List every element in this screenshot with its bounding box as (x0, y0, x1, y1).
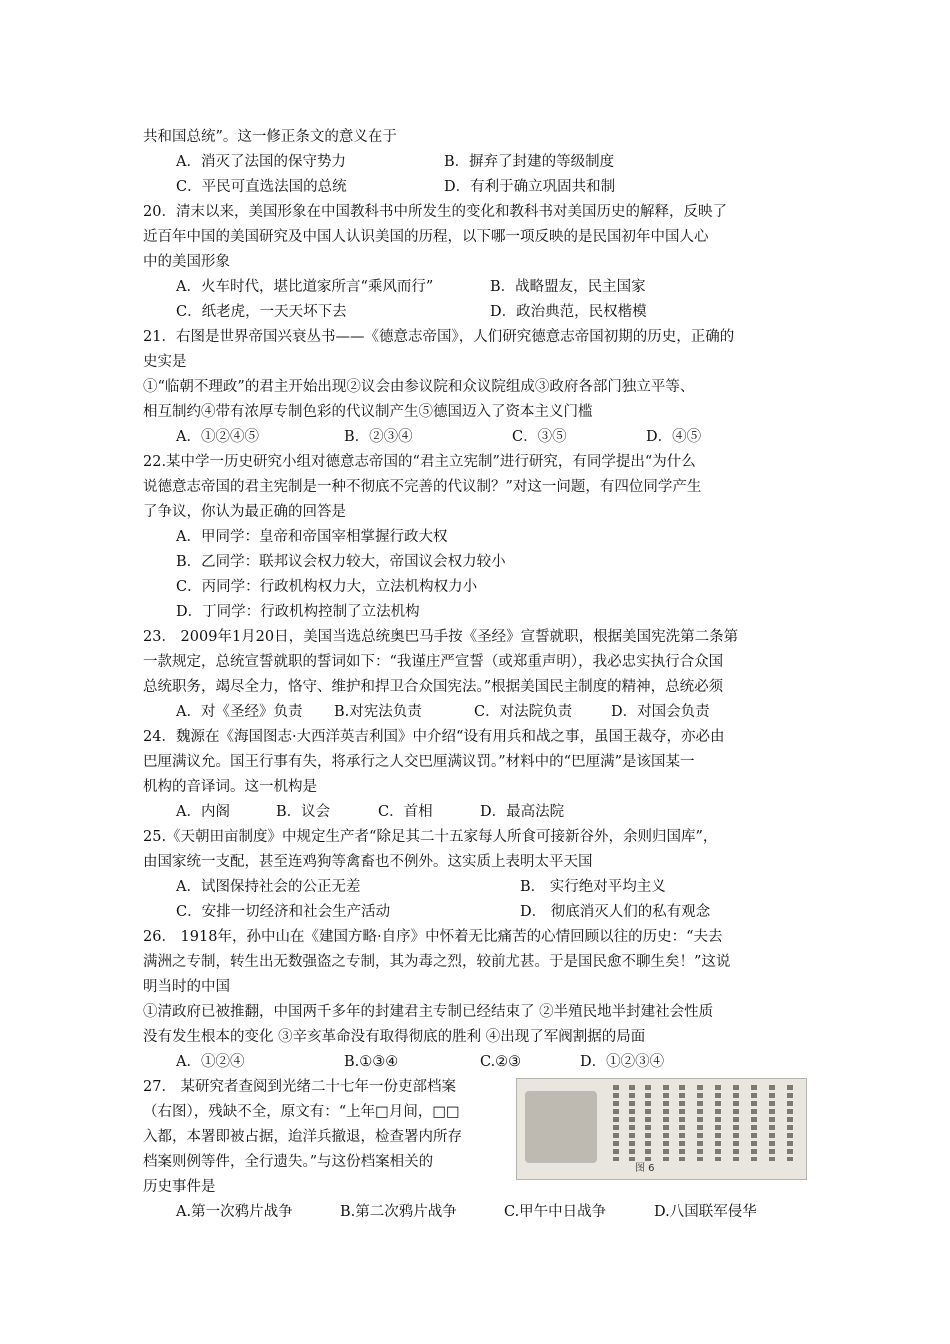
q20-option-d: D．政治典范，民权楷模 (490, 304, 647, 320)
handwriting-column (751, 1085, 757, 1161)
q21-option-c: C．③⑤ (512, 429, 567, 445)
q20-stem-line: 20．清末以来，美国形象在中国教科书中所发生的变化和教科书对美国历史的解释，反映了 (143, 204, 727, 220)
q26-stem-line: ①清政府已被推翻，中国两千多年的封建君主专制已经结束了 ②半殖民地半封建社会性质 (143, 1004, 714, 1020)
q25-stem-line: 由国家统一支配，甚至连鸡狗等禽畜也不例外。这实质上表明太平天国 (143, 854, 593, 870)
q27-option-d: D.八国联军侵华 (654, 1204, 757, 1220)
q26-option-a: A．①②④ (176, 1054, 245, 1070)
q22-stem-line: 说德意志帝国的君主宪制是一种不彻底不完善的代议制？”对这一问题，有四位同学产生 (143, 479, 702, 495)
q26-option-b: B.①③④ (344, 1054, 399, 1070)
q21-stem-line: ①“临朝不理政”的君主开始出现②议会由参议院和众议院组成③政府各部门独立平等、 (143, 379, 695, 395)
archive-document-figure (516, 1078, 807, 1180)
q23-stem-line: 一款规定，总统宣誓就职的誓词如下：“我谨庄严宣誓（或郑重声明），我必忠实执行合众国 (143, 654, 724, 670)
q19-option-c: C．平民可直选法国的总统 (176, 179, 347, 195)
q27-stem-line: 档案则例等件，全行遗失。”与这份档案相关的 (143, 1154, 434, 1170)
q27-stem-line: 27． 某研究者查阅到光绪二十七年一份吏部档案 (143, 1079, 457, 1095)
q26-stem-line: 26． 1918年，孙中山在《建国方略·自序》中怀着无比痛苦的心情回顾以往的历史：“夫去 (143, 929, 723, 945)
handwriting-column (769, 1085, 775, 1161)
handwriting-column (613, 1085, 619, 1161)
q21-option-b: B．②③④ (344, 429, 413, 445)
q24-option-a: A．内阁 (176, 804, 230, 820)
q24-stem-line: 机构的音译词。这一机构是 (143, 779, 317, 795)
handwriting-column (663, 1085, 669, 1161)
q26-stem-line: 满洲之专制，转生出无数强盗之专制，其为毒之烈，较前尤甚。于是国民愈不聊生矣！”这说 (143, 954, 731, 970)
q23-option-d: D．对国会负责 (611, 704, 710, 720)
q24-stem-line: 24．魏源在《海国图志·大西洋英吉利国》中介绍“设有用兵和战之事，虽国王裁夺，亦必由 (143, 729, 725, 745)
handwriting-column (715, 1085, 721, 1161)
q23-option-c: C．对法院负责 (474, 704, 573, 720)
q26-option-c: C.②③ (480, 1054, 522, 1070)
document-seal-area (525, 1091, 597, 1163)
q19-option-a: A．消灭了法国的保守势力 (176, 154, 346, 170)
q27-option-a: A.第一次鸦片战争 (176, 1204, 293, 1220)
handwriting-column (787, 1085, 793, 1161)
q27-stem-line: （右图），残缺不全，原文有：“上年□月间，□□ (143, 1104, 460, 1120)
q26-stem-line: 明当时的中国 (143, 979, 230, 995)
q23-stem-line: 23． 2009年1月20日，美国当选总统奥巴马手按《圣经》宣誓就职，根据美国宪洗第二条第 (143, 629, 739, 645)
q23-option-b: B.对宪法负责 (334, 704, 422, 720)
q23-option-a: A．对《圣经》负责 (176, 704, 303, 720)
q27-option-b: B.第二次鸦片战争 (340, 1204, 457, 1220)
figure-caption: 图 6 (635, 1163, 655, 1174)
q26-stem-line: 没有发生根本的变化 ③辛亥革命没有取得彻底的胜利 ④出现了军阀割据的局面 (143, 1029, 646, 1045)
q20-option-a: A．火车时代，堪比道家所言“乘风而行” (176, 279, 434, 295)
q20-stem-line: 近百年中国的美国研究及中国人认识美国的历程，以下哪一项反映的是民国初年中国人心 (143, 229, 709, 245)
q27-option-c: C.甲午中日战争 (504, 1204, 607, 1220)
q20-option-c: C．纸老虎，一天天坏下去 (176, 304, 347, 320)
q22-option-d: D．丁同学：行政机构控制了立法机构 (176, 604, 420, 620)
handwriting-column (733, 1085, 739, 1161)
q24-stem-line: 巴厘满议允。国王行事有失，将承行之人交巴厘满议罚。”材料中的“巴厘满”是该国某一 (143, 754, 695, 770)
q21-option-d: D．④⑤ (646, 429, 702, 445)
handwriting-column (697, 1085, 703, 1161)
q22-option-c: C．丙同学：行政机构权力大，立法机构权力小 (176, 579, 478, 595)
q21-stem-line: 史实是 (143, 354, 187, 370)
q20-option-b: B．战略盟友，民主国家 (490, 279, 646, 295)
q24-option-d: D．最高法院 (480, 804, 565, 820)
q24-option-c: C．首相 (378, 804, 433, 820)
handwriting-column (645, 1085, 651, 1161)
q19-stem: 共和国总统”。这一修正条文的意义在于 (143, 129, 397, 145)
q22-option-b: B．乙同学：联邦议会权力较大，帝国议会权力较小 (176, 554, 506, 570)
q19-option-d: D．有利于确立巩固共和制 (444, 179, 616, 195)
q25-option-c: C．安排一切经济和社会生产活动 (176, 904, 391, 920)
q27-stem-line: 历史事件是 (143, 1179, 216, 1195)
q20-stem-line: 中的美国形象 (143, 254, 230, 270)
q22-option-a: A．甲同学：皇帝和帝国宰相掌握行政大权 (176, 529, 448, 545)
handwriting-column (679, 1085, 685, 1161)
q24-option-b: B．议会 (276, 804, 331, 820)
q21-stem-line: 相互制约④带有浓厚专制色彩的代议制产生⑤德国迈入了资本主义门槛 (143, 404, 593, 420)
q19-option-b: B．摒弃了封建的等级制度 (444, 154, 615, 170)
q25-option-a: A．试图保持社会的公正无差 (176, 879, 361, 895)
handwriting-column (629, 1085, 635, 1161)
q23-stem-line: 总统职务，竭尽全力，恪守、维护和捍卫合众国宪法。”根据美国民主制度的精神，总统必须 (143, 679, 724, 695)
q21-stem-line: 21．右图是世界帝国兴衰丛书——《德意志帝国》，人们研究德意志帝国初期的历史，正确的 (143, 329, 735, 345)
q25-option-d: D． 彻底消灭人们的私有观念 (520, 904, 711, 920)
q22-stem-line: 了争议，你认为最正确的回答是 (143, 504, 346, 520)
q25-option-b: B． 实行绝对平均主义 (520, 879, 666, 895)
q22-stem-line: 22.某中学一历史研究小组对德意志帝国的“君主立宪制”进行研究，有同学提出“为什么 (143, 454, 696, 470)
q27-stem-line: 入都，本署即被占据，迨洋兵撤退，检查署内所存 (143, 1129, 462, 1145)
q26-option-d: D．①②③④ (580, 1054, 665, 1070)
q21-option-a: A．①②④⑤ (176, 429, 259, 445)
q25-stem-line: 25.《天朝田亩制度》中规定生产者“除足其二十五家每人所食可接新谷外，余则归国库”， (143, 829, 718, 845)
